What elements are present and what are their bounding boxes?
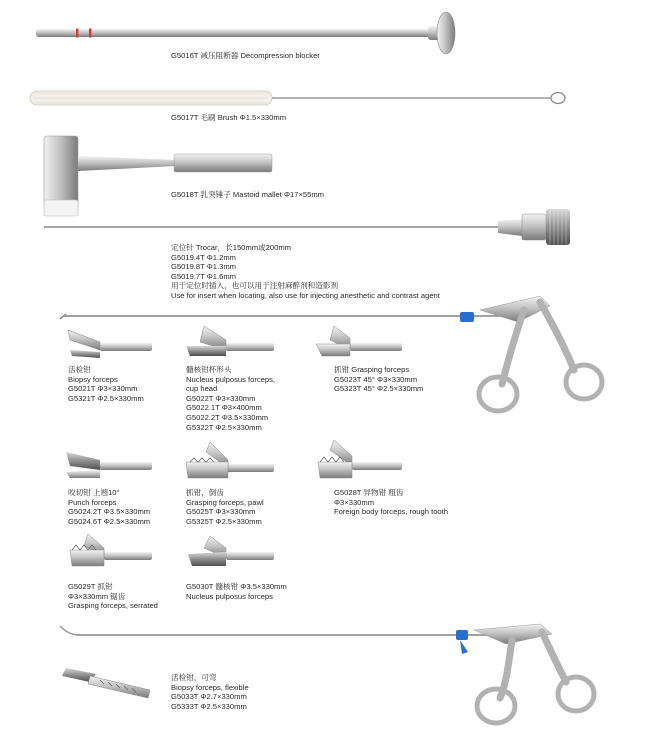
caption-line: G5025T Φ3×330mm — [186, 507, 256, 517]
decompression-blocker-caption — [171, 51, 320, 61]
foreign-body-forceps-caption — [334, 488, 448, 517]
caption-line: G5019.4T Φ1.2mm — [171, 252, 237, 262]
brush-caption — [171, 113, 286, 123]
caption-line: G5333T Φ2.5×330mm — [171, 701, 247, 711]
nucleus-cup-forceps-caption — [186, 365, 275, 432]
caption-line: 髓核钳杯形头 — [186, 365, 232, 374]
caption-line: Use for insert when locating, also use for injecting anesthetic and contrast agent — [171, 290, 440, 300]
caption-line: Nucleus pulposus forceps — [186, 591, 273, 601]
caption-line: G5028T 异物钳 粗齿 — [334, 488, 404, 497]
caption-line: 抓钳，倒齿 — [186, 488, 224, 497]
grasping-pawl-forceps-tip-image — [186, 442, 274, 478]
caption-line: G5321T Φ2.5×330mm — [68, 393, 144, 403]
caption-line: 用于定位时插入，也可以用于注射麻醉剂和造影剂 — [171, 281, 339, 291]
caption-line: G5023T 45° Φ3×330mm — [334, 374, 418, 384]
biopsy-forceps-caption — [68, 365, 144, 403]
caption-line: 抓钳 Grasping forceps — [334, 365, 410, 374]
caption-line: G5325T Φ2.5×330mm — [186, 516, 262, 526]
caption-line: G5022.1T Φ3×400mm — [186, 403, 262, 413]
caption-line: G5021T Φ3×330mm — [68, 384, 138, 394]
decompression-blocker-image — [36, 12, 455, 54]
flexible-biopsy-forceps-caption — [171, 673, 249, 711]
caption-line: 定位针 Trocar，长150mm或200mm — [171, 243, 291, 252]
foreign-body-forceps-tip-image — [318, 440, 402, 478]
caption-line: G5033T Φ2.7×330mm — [171, 692, 247, 702]
serrated-grasping-forceps-tip-image — [70, 534, 152, 566]
caption-line: G5018T 乳突锤子 Mastoid mallet Φ17×55mm — [171, 190, 324, 199]
caption-line: G5019.8T Φ1.3mm — [171, 262, 237, 272]
mastoid-mallet-caption — [171, 190, 324, 200]
trocar-caption — [171, 243, 440, 301]
nucleus-pulposus-forceps-caption — [186, 582, 287, 601]
caption-line: Grasping forceps, pawl — [186, 497, 264, 507]
punch-forceps-tip-image — [66, 452, 152, 478]
grasping-forceps-45-tip-image — [316, 326, 402, 356]
caption-line: Biopsy forceps, flexible — [171, 682, 249, 692]
biopsy-forceps-tip-image — [68, 330, 152, 358]
caption-line: G5019.7T Φ1.6mm — [171, 271, 237, 281]
caption-line: G5323T 45° Φ2.5×330mm — [334, 384, 424, 394]
caption-line: cup head — [186, 384, 218, 394]
caption-line: Foreign body forceps, rough tooth — [334, 507, 448, 517]
caption-line: Φ3×330mm — [334, 497, 375, 507]
nucleus-cup-forceps-tip-image — [186, 326, 274, 356]
caption-line: G5017T 毛刷 Brush Φ1.5×330mm — [171, 113, 287, 122]
nucleus-pulposus-forceps-tip-image — [188, 536, 274, 566]
caption-line: G5022T Φ3×330mm — [186, 393, 256, 403]
caption-line: G5016T 减压阻断器 Decompression blocker — [171, 51, 320, 60]
caption-line: 活检钳，可弯 — [171, 673, 217, 682]
grasping-pawl-forceps-caption — [186, 488, 264, 526]
brush-image — [30, 91, 565, 105]
caption-line: Nucleus pulposus forceps, — [186, 374, 276, 384]
grasping-forceps-45-caption — [334, 365, 423, 394]
caption-line: Grasping forceps, serrated — [68, 601, 158, 611]
caption-line: G5322T Φ2.5×330mm — [186, 422, 262, 432]
caption-line: G5024.6T Φ2.5×330mm — [68, 516, 151, 526]
mastoid-mallet-image — [44, 136, 272, 216]
caption-line: Punch forceps — [68, 497, 117, 507]
serrated-grasping-forceps-caption — [68, 582, 158, 611]
caption-line: G5030T 髓核钳 Φ3.5×330mm — [186, 582, 287, 591]
caption-line: Φ3×330mm 锯齿 — [68, 591, 126, 601]
caption-line: 咬切钳 上翘10° — [68, 488, 120, 497]
caption-line: G5022.2T Φ3.5×330mm — [186, 412, 269, 422]
trocar-image — [44, 209, 570, 245]
punch-forceps-caption — [68, 488, 150, 526]
caption-line: G5029T 抓钳 — [68, 582, 113, 591]
caption-line: G5024.2T Φ3.5×330mm — [68, 507, 151, 517]
curved-forceps-lower-image — [60, 624, 594, 723]
caption-line: 活检钳 — [68, 365, 91, 374]
flexible-biopsy-forceps-tip-image — [62, 668, 150, 698]
caption-line: Biopsy forceps — [68, 374, 118, 384]
